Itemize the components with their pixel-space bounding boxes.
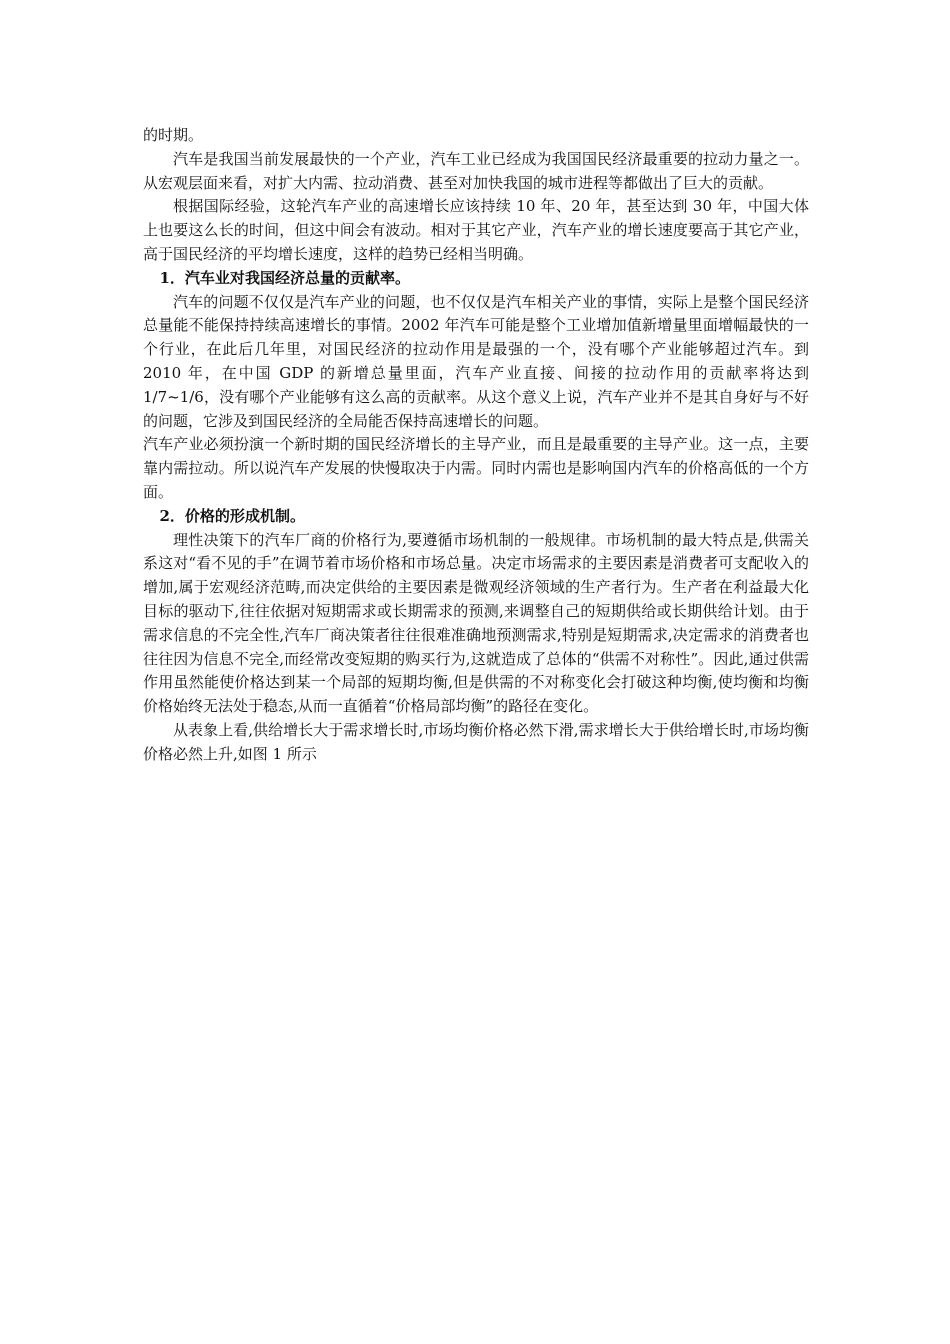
paragraph-contribution-rate: 汽车的问题不仅仅是汽车产业的问题，也不仅仅是汽车相关产业的事情，实际上是整个国民经济总量能不能保持持续高速增长的事情。2002 年汽车可能是整个工业增加值新增量里面增幅最快的一个行业，在此后几年里，对国民经济的拉动作用是最强的一个，没有哪个产业能够超过汽车。到 2010 年，在中国 GDP 的新增总量里面，汽车产业直接、间接的拉动作用的贡献率将达到 1/7~1/6，没有哪个产业能够有这么高的贡献率。从这个意义上说，汽车产业并不是其自身好与不好的问题，它涉及到国民经济的全局能否保持高速增长的问题。 — [143, 292, 809, 430]
paragraph-continuation: 的时期。 — [143, 126, 204, 144]
paragraph-auto-industry-intro: 汽车是我国当前发展最快的一个产业，汽车工业已经成为我国国民经济最重要的拉动力量之一。从宏观层面来看，对扩大内需、拉动消费、甚至对加快我国的城市进程等都做出了巨大的贡献。 — [143, 149, 809, 192]
paragraph-leading-industry: 汽车产业必须扮演一个新时期的国民经济增长的主导产业，而且是最重要的主导产业。这一点，主要靠内需拉动。所以说汽车产发展的快慢取决于内需。同时内需也是影响国内汽车的价格高低的一个方面。 — [143, 435, 809, 501]
paragraph-equilibrium-price: 从表象上看,供给增长大于需求增长时,市场均衡价格必然下滑,需求增长大于供给增长时,市场均衡价格必然上升,如图 1 所示 — [143, 720, 809, 763]
paragraph-price-mechanism: 理性决策下的汽车厂商的价格行为,要遵循市场机制的一般规律。市场机制的最大特点是,供需关系这对“看不见的手”在调节着市场价格和市场总量。决定市场需求的主要因素是消费者可支配收入的增加,属于宏观经济范畴,而决定供给的主要因素是微观经济领域的生产者行为。生产者在利益最大化目标的驱动下,往往依据对短期需求或长期需求的预测,来调整自己的短期供给或长期供给计划。由于需求信息的不完全性,汽车厂商决策者往往很难准确地预测需求,特别是短期需求,决定需求的消费者也往往因为信息不完全,而经常改变短期的购买行为,这就造成了总体的“供需不对称性”。因此,通过供需作用虽然能使价格达到某一个局部的短期均衡,但是供需的不对称变化会打破这种均衡,使均衡和均衡价格始终无法处于稳态,从而一直循着“价格局部均衡”的路径在变化。 — [143, 530, 809, 716]
document-page — [143, 124, 809, 767]
section-heading-2: 2．价格的形成机制。 — [159, 506, 305, 525]
paragraph-growth-outlook: 根据国际经验，这轮汽车产业的高速增长应该持续 10 年、20 年，甚至达到 30 年，中国大体上也要这么长的时间，但这中间会有波动。相对于其它产业，汽车产业的增长速度要高于其它产业，高于国民经济的平均增长速度，这样的趋势已经相当明确。 — [143, 197, 809, 263]
section-heading-1: 1．汽车业对我国经济总量的贡献率。 — [159, 268, 410, 287]
